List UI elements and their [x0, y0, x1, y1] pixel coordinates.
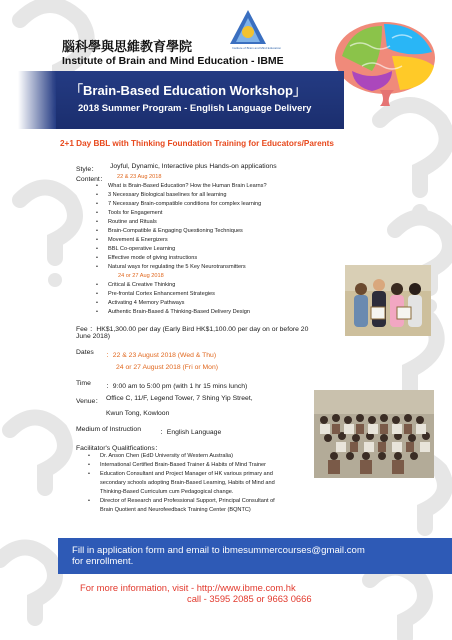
group-photo — [314, 390, 434, 478]
list-item: • 7 Necessary Brain-compatible conditions for complex learning — [108, 201, 261, 207]
apply-line-1[interactable]: Fill in application form and email to ibmesummercourses@gmail.com — [72, 545, 365, 556]
list-item: • 3 Necessary Biological baselines for all learning — [108, 192, 226, 198]
dates-label: Dates — [76, 349, 94, 356]
website-link[interactable]: For more information, visit - http://www.ibme.com.hk — [80, 582, 296, 593]
dates-value-2: 24 or 27 August 2018 (Fri or Mon) — [116, 364, 219, 371]
time-label: Time — [76, 380, 91, 387]
content-label: Content： — [76, 176, 107, 183]
institute-name-english: Institute of Brain and Mind Education - IBME — [62, 55, 284, 67]
list-item: • Movement & Energizers — [108, 237, 168, 243]
training-tagline: 2+1 Day BBL with Thinking Foundation Training for Educators/Parents — [60, 139, 334, 148]
workshop-title: 「Brain-Based Education Workshop」 — [70, 83, 306, 98]
list-item: • Director of Research and Professional Support, Principal Consultant of — [100, 498, 275, 504]
list-item: • International Certified Brain-Based Trainer & Habits of Mind Trainer — [100, 462, 266, 468]
list-item: • Natural ways for regulating the 5 Key Neurotransmitters — [108, 264, 246, 270]
content-date-1: 22 & 23 Aug 2018 — [117, 174, 162, 180]
venue-value-2: Kwun Tong, Kowloon — [106, 410, 170, 417]
list-item: • Tools for Engagement — [108, 210, 162, 216]
medium-value: ：English Language — [160, 429, 222, 436]
venue-value-1: Office C, 11/F, Legend Tower, 7 Shing Yip Street, — [106, 395, 253, 402]
list-item: • Critical & Creative Thinking — [108, 282, 175, 288]
fee-line-1: Fee ：HK$1,300.00 per day (Early Bird HK$1,100.00 per day on or before 20 — [76, 326, 309, 333]
logo-caption: Institute of Brain and Mind Education — [232, 46, 282, 50]
list-item: • Education Consultant and Project Manager of HK various primary and — [100, 471, 273, 477]
style-label: Style： — [76, 166, 98, 173]
list-item: • Brain-Compatible & Engaging Questioning Techniques — [108, 228, 243, 234]
list-item: • Routine and Rituals — [108, 219, 157, 225]
banner-fade — [18, 71, 56, 129]
list-item: • Activating 4 Memory Pathways — [108, 300, 184, 306]
trainers-photo — [345, 265, 431, 336]
style-value: Joyful, Dynamic, Interactive plus Hands-on applications — [110, 163, 277, 170]
list-item: • What is Brain-Based Education? How the Human Brain Learns? — [108, 183, 267, 189]
venue-label: Venue： — [76, 398, 103, 405]
workshop-subtitle: 2018 Summer Program - English Language Delivery — [78, 103, 312, 114]
brain-icon — [332, 16, 438, 106]
list-item-continued: Brain Quotient and Neurofeedback Training Center (BQNTC) — [100, 507, 251, 513]
list-item: • BBL Co-operative Learning — [108, 246, 175, 252]
list-item-continued: secondary schools adopting Brain-Based Learning, Habits of Mind and — [100, 480, 275, 486]
time-value: ：9:00 am to 5:00 pm (with 1 hr 15 mins lunch) — [106, 383, 248, 390]
list-item: • Pre-frontal Cortex Enhancement Strategies — [108, 291, 215, 297]
apply-line-2: for enrollment. — [72, 556, 134, 567]
phone-numbers: call - 3595 2085 or 9663 0666 — [187, 593, 312, 604]
facilitator-label: Facilitator's Qualitfications： — [76, 445, 162, 452]
list-item: • Dr. Anson Chen (EdD University of Western Australia) — [100, 453, 233, 459]
content-date-2: 24 or 27 Aug 2018 — [118, 273, 164, 279]
fee-line-2: June 2018) — [76, 333, 111, 340]
ibme-logo-icon — [228, 8, 268, 48]
medium-label: Medium of Instruction — [76, 426, 141, 433]
list-item: • Effective mode of giving instructions — [108, 255, 197, 261]
list-item-continued: Thinking-Based Curriculum cum Pedagogical change. — [100, 489, 234, 495]
dates-value-1: ：22 & 23 August 2018 (Wed & Thu) — [106, 352, 217, 359]
institute-name-chinese: 腦科學與思維教育學院 — [62, 40, 193, 55]
list-item: • Authentic Brain-Based & Thinking-Based Delivery Design — [108, 309, 250, 315]
application-instructions — [72, 545, 365, 567]
